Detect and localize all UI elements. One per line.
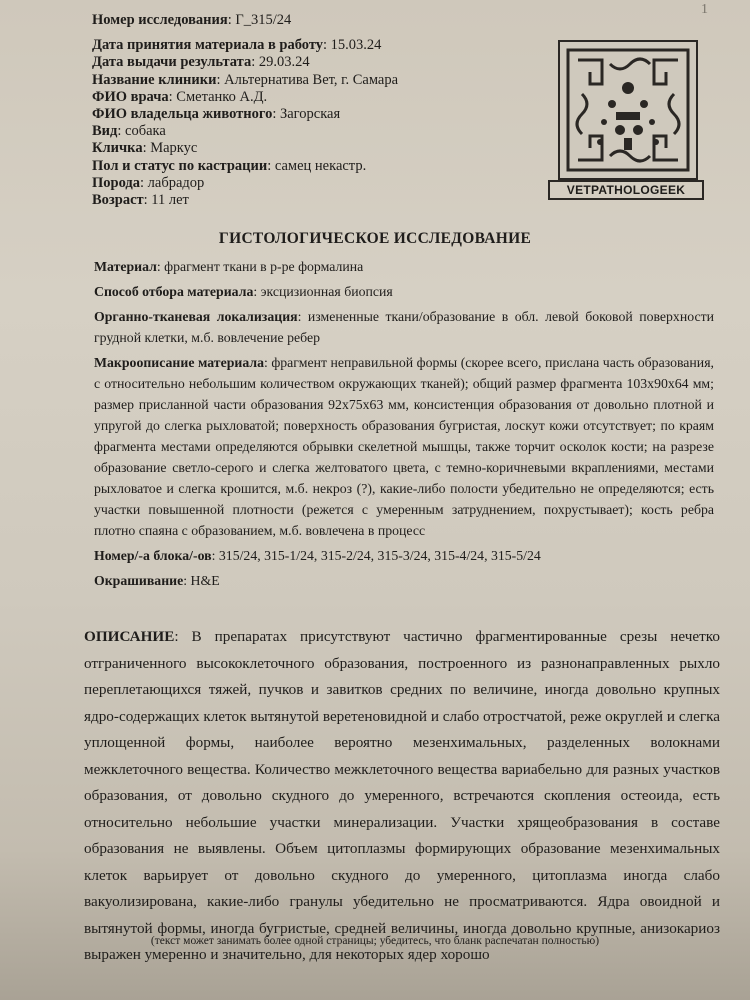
breed-row <box>92 175 512 192</box>
report-header <box>92 12 512 209</box>
pet-name-value: : Маркус <box>142 140 198 157</box>
method-label: Способ отбора материала <box>94 284 254 299</box>
logo-caption: VETPATHOLOGEEK <box>548 180 704 200</box>
description-text: : В препаратах присутствуют частично фрагментированные срезы нечетко отграниченного высококлеточного образования, построенного из разнонаправленных рыхло переплетающихся тяжей, пучков и завитков средних по величине, иногда довольно крупных ядро-содержащих клеток вытянутой веретеновидной и слабо отростчатой, реже округлей и слегка уплощенной формы, наиболее вероятно мезенхимальных, разделенных волокнами межклеточного вещества. Количество межклеточного вещества вариабельно для разных участков образования, от довольно скудного до умеренного, встречаются скопления остеоида, есть относительно небольшие участки минерализации. Участки хрящеобразования в составе образования не выявлены. Объем цитоплазмы формирующих образование мезенхимальных клеток варьирует от довольно скудного до умеренного, цитоплазма иногда слабо вакуолизирована, какие-либо гранулы убедительно не просматриваются. Ядра овоидной и вытянутой формы, иногда бугристые, средней величины, иногда довольно крупные, анизокариоз выражен умеренно и значительно, для некоторых ядер хорошо <box>84 628 720 963</box>
blocks-label: Номер/-а блока/-ов <box>94 548 212 563</box>
clinic-label: Название клиники <box>92 71 217 88</box>
logo-pattern-icon <box>560 42 696 178</box>
study-number-row <box>92 12 512 29</box>
result-date-value: : 29.03.24 <box>251 54 310 71</box>
study-number-label: Номер исследования <box>92 12 228 28</box>
sex-label: Пол и статус по кастрации <box>92 157 268 174</box>
doctor-label: ФИО врача <box>92 88 169 105</box>
species-value: : собака <box>117 123 166 140</box>
logo-emblem <box>558 40 698 180</box>
sex-value: : самец некастр. <box>267 157 367 174</box>
staining-label: Окрашивание <box>94 573 184 588</box>
result-date-row <box>92 54 512 71</box>
age-label: Возраст <box>92 192 144 209</box>
owner-value: : Загорская <box>272 106 341 123</box>
clinic-row <box>92 72 512 89</box>
owner-label: ФИО владельца животного <box>92 106 273 123</box>
section-title: ГИСТОЛОГИЧЕСКОЕ ИССЛЕДОВАНИЕ <box>218 230 532 247</box>
pet-name-row <box>92 140 512 157</box>
accepted-date-value: : 15.03.24 <box>323 37 382 54</box>
clinic-value: : Альтернатива Вет, г. Самара <box>216 71 399 88</box>
footnote: (текст может занимать более одной страницы; убедитесь, что бланк распечатан полностью) <box>150 935 600 947</box>
staining-field <box>94 570 714 591</box>
macro-field <box>94 352 714 541</box>
localization-label: Органно-тканевая локализация <box>94 309 298 324</box>
method-field <box>94 281 714 302</box>
pet-name-label: Кличка <box>92 140 143 157</box>
description-label: ОПИСАНИЕ <box>84 628 175 645</box>
material-field <box>94 256 714 277</box>
macro-value: : фрагмент неправильной формы (скорее всего, прислана часть образования, с относительно небольшим количеством окружающих тканей); общий размер фрагмента 103x90x64 мм; размер присланной части образования 92x75x63 мм, консистенция образования от довольно плотной и упругой до слегка рыхловатой; поверхность образования бугристая, лоскут кожи отсутствует; по краям фрагмента местами определяются обрывки скелетной мышцы, также торчит осколок кости; на разрезе образование светло-серого и слегка желтоватого цвета, с темно-коричневыми вкраплениями, местами рыхловатое и слегка крошится, м.б. некроз (?), какие-либо полости убедительно не определяются; есть участки повышенной плотности (режется с умеренным затруднением, похрустывает); кость ребра плотно спаяна с образованием, м.б. вовлечена в процесс <box>94 355 714 538</box>
sex-row <box>92 158 512 175</box>
breed-label: Порода <box>92 174 141 191</box>
accepted-date-row <box>92 37 512 54</box>
accepted-date-label: Дата принятия материала в работу <box>92 37 324 54</box>
species-label: Вид <box>92 123 118 140</box>
age-value: : 11 лет <box>143 192 189 209</box>
macro-label: Макроописание материала <box>94 355 264 370</box>
study-number-value: : Г_315/24 <box>227 12 292 28</box>
page-number: 1 <box>701 2 708 17</box>
study-fields <box>94 256 714 595</box>
blocks-field <box>94 545 714 566</box>
doctor-value: : Сметанко А.Д. <box>168 88 268 105</box>
owner-row <box>92 106 512 123</box>
localization-field <box>94 306 714 348</box>
blocks-value: : 315/24, 315-1/24, 315-2/24, 315-3/24, 315-4/24, 315-5/24 <box>211 548 541 563</box>
description-section <box>84 624 720 969</box>
age-row <box>92 192 512 209</box>
material-label: Материал <box>94 259 157 274</box>
material-value: : фрагмент ткани в р-ре формалина <box>156 259 364 274</box>
staining-value: : H&E <box>183 573 220 588</box>
method-value: : эксцизионная биопсия <box>253 284 393 299</box>
doctor-row <box>92 89 512 106</box>
species-row <box>92 123 512 140</box>
breed-value: : лабрадор <box>140 174 205 191</box>
result-date-label: Дата выдачи результата <box>92 54 252 71</box>
localization-value: : измененные ткани/образование в обл. левой боковой поверхности грудной клетки, м.б. вовлечение ребер <box>94 309 714 345</box>
vetpathologeek-logo <box>548 40 704 198</box>
